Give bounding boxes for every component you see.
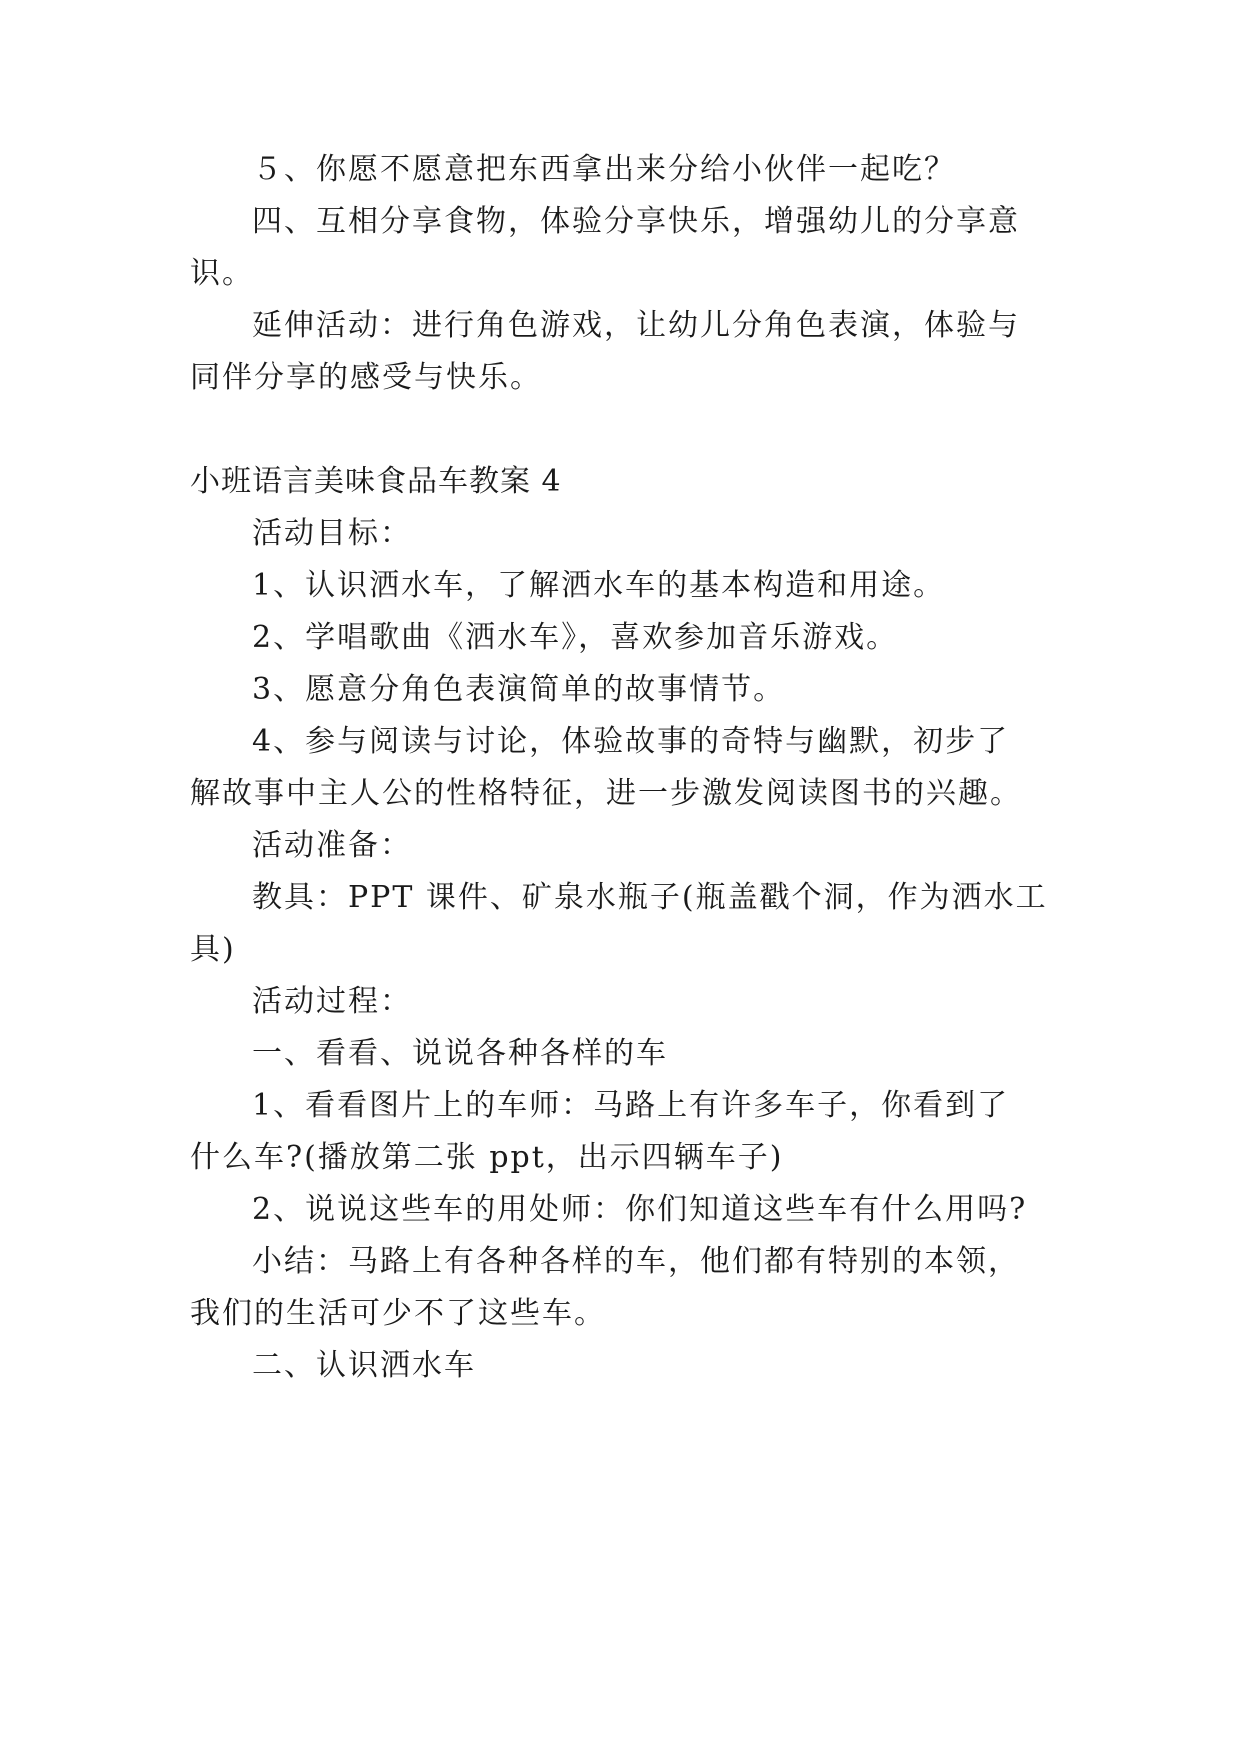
paragraph-line: 活动过程： (252, 984, 412, 1019)
paragraph-line: 活动准备： (252, 828, 412, 863)
paragraph-line: 2、说说这些车的用处师：你们知道这些车有什么用吗? (252, 1192, 1028, 1227)
paragraph-line: 我们的生活可少不了这些车。 (190, 1296, 606, 1331)
paragraph-line: 活动目标： (252, 516, 412, 551)
paragraph-line: 4、参与阅读与讨论，体验故事的奇特与幽默，初步了 (252, 724, 1010, 759)
paragraph-line: 同伴分享的感受与快乐。 (190, 360, 542, 395)
paragraph-line: 二、认识洒水车 (252, 1348, 476, 1383)
paragraph-line: 四、互相分享食物，体验分享快乐，增强幼儿的分享意 (252, 204, 1020, 239)
paragraph-line: 解故事中主人公的性格特征，进一步激发阅读图书的兴趣。 (190, 776, 1022, 811)
paragraph-line: 2、学唱歌曲《洒水车》，喜欢参加音乐游戏。 (252, 620, 899, 655)
paragraph-line: ５、你愿不愿意把东西拿出来分给小伙伴一起吃？ (252, 152, 956, 187)
section-title: 小班语言美味食品车教案 4 (190, 464, 562, 499)
paragraph-line: 什么车?(播放第二张 ppt，出示四辆车子) (190, 1140, 784, 1175)
paragraph-line: 1、看看图片上的车师：马路上有许多车子，你看到了 (252, 1088, 1010, 1123)
paragraph-line: 小结：马路上有各种各样的车，他们都有特别的本领， (252, 1244, 1020, 1279)
paragraph-line: 具) (190, 932, 236, 967)
paragraph-line: 一、看看、说说各种各样的车 (252, 1036, 668, 1071)
paragraph-line: 识。 (190, 256, 254, 291)
paragraph-line: 延伸活动：进行角色游戏，让幼儿分角色表演，体验与 (252, 308, 1020, 343)
paragraph-line: 1、认识洒水车，了解洒水车的基本构造和用途。 (252, 568, 946, 603)
paragraph-line: 教具：PPT 课件、矿泉水瓶子(瓶盖戳个洞，作为洒水工 (252, 880, 1048, 915)
paragraph-line: 3、愿意分角色表演简单的故事情节。 (252, 672, 786, 707)
